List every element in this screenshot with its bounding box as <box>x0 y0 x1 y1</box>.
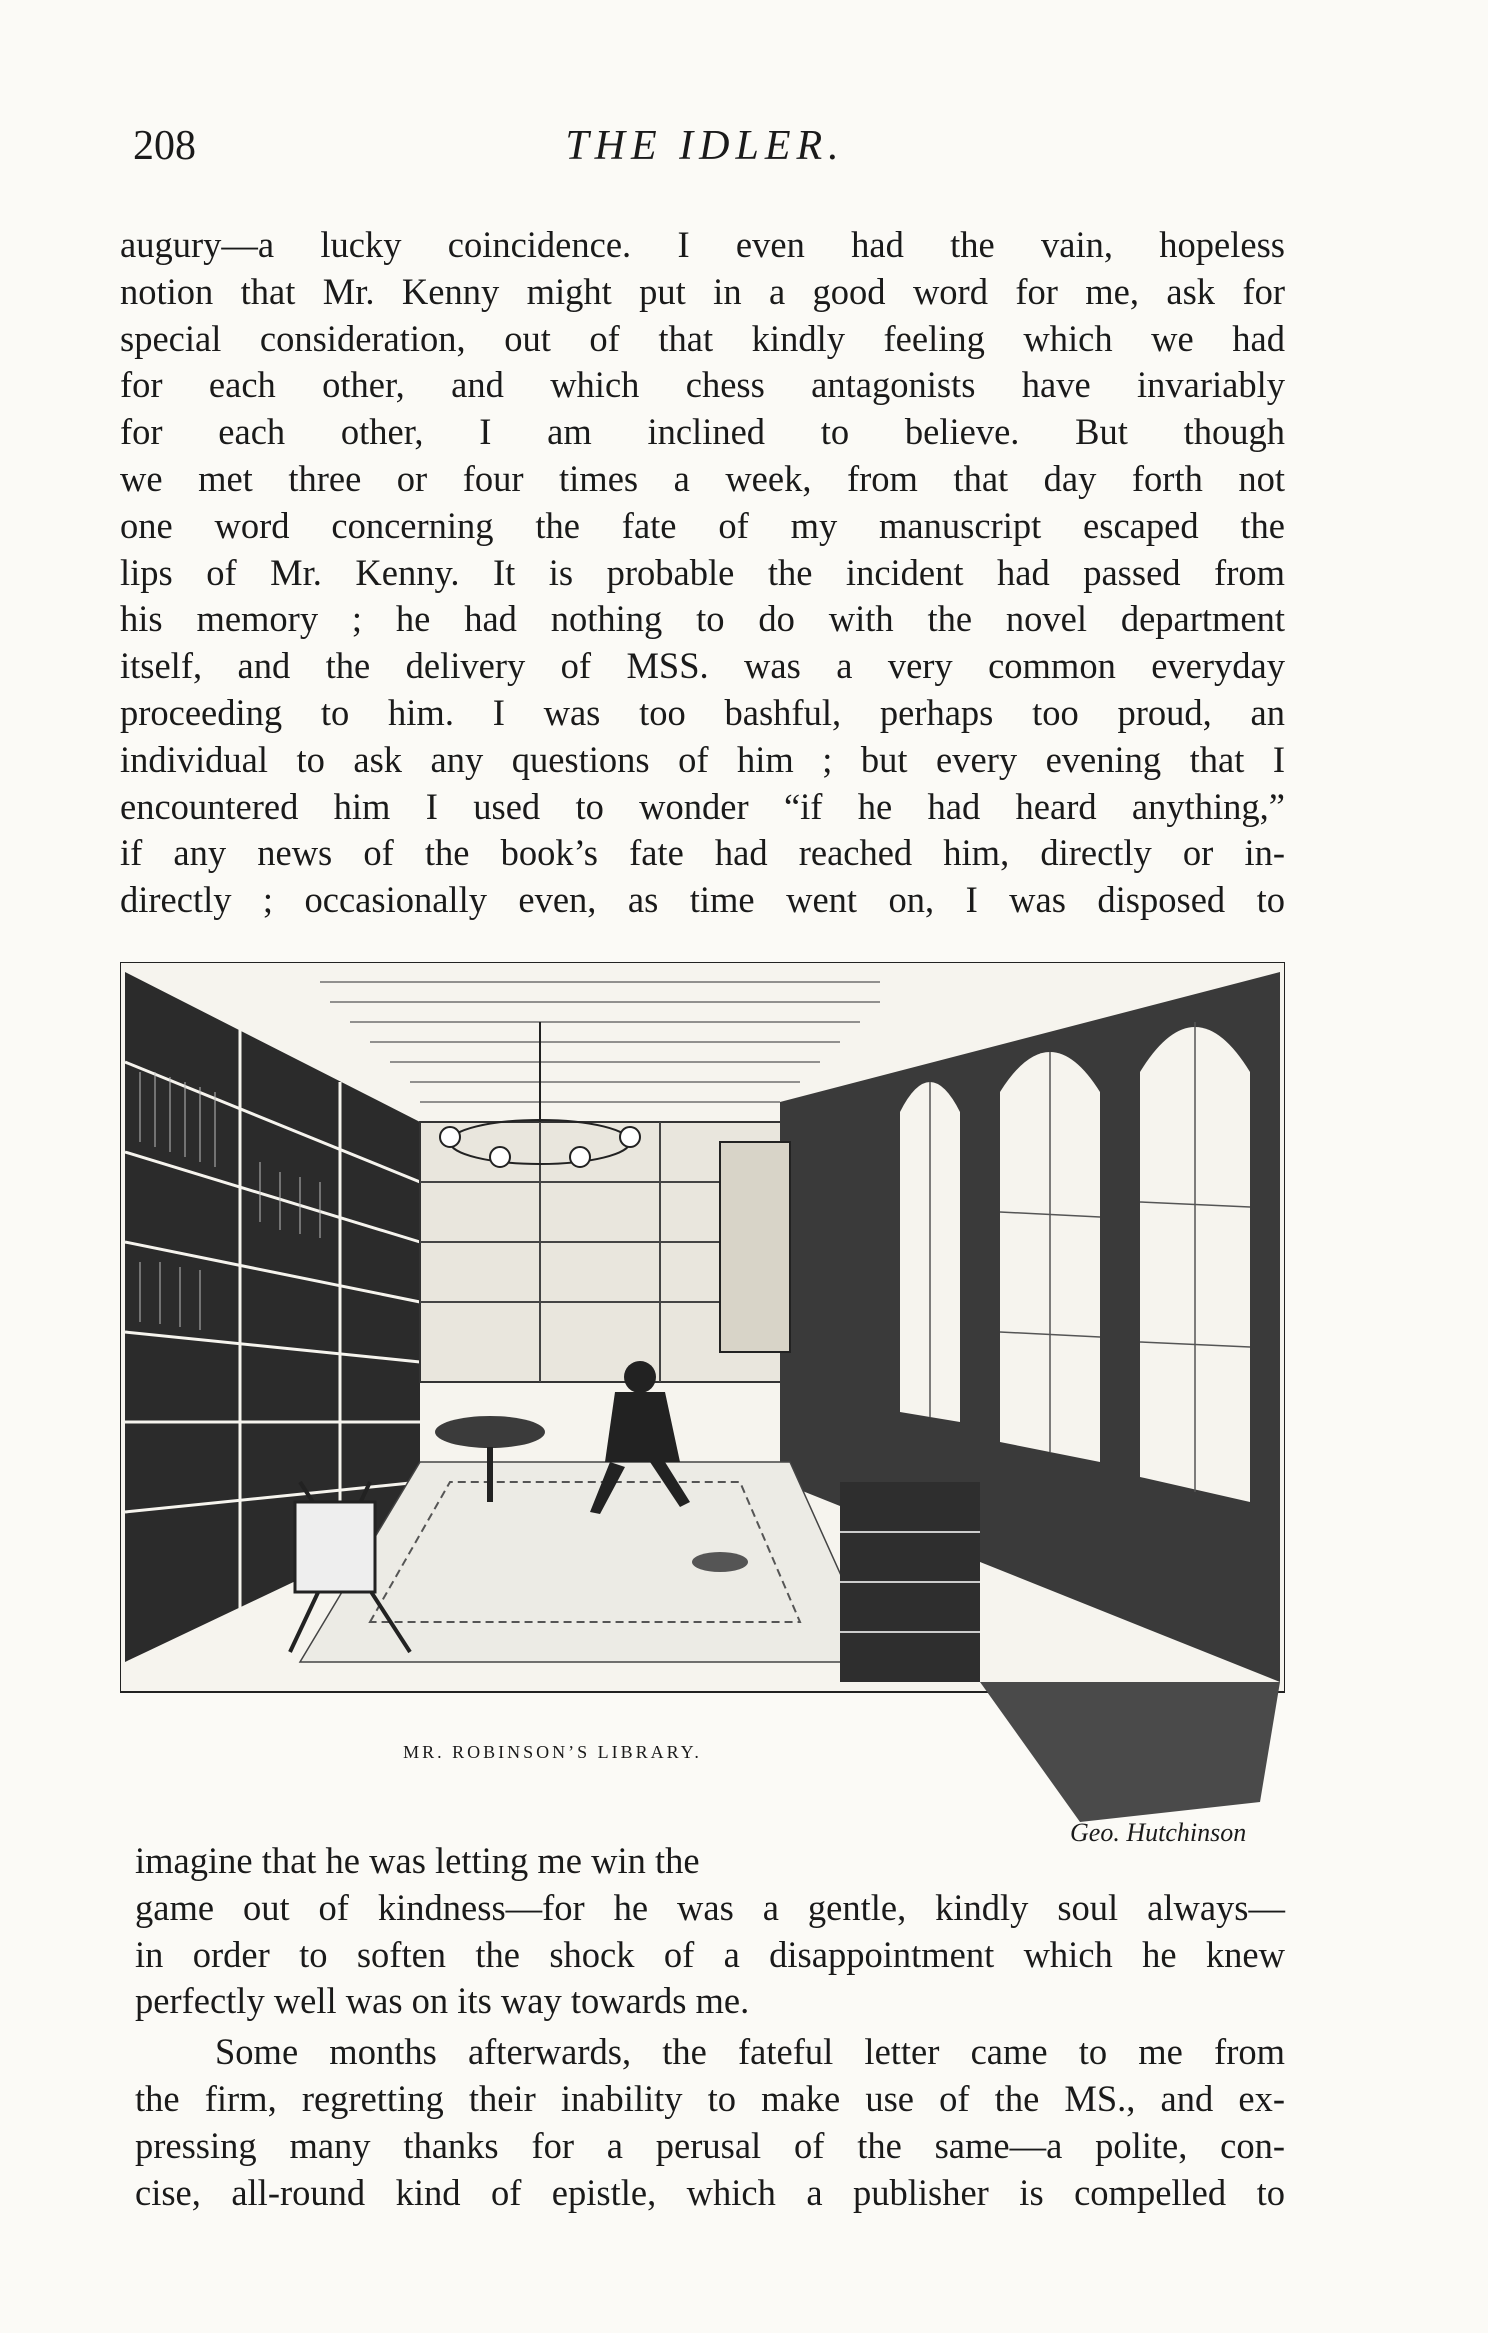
caption-text: MR. ROBINSON’S LIBRARY. <box>403 1742 702 1762</box>
text-line: for each other, I am inclined to believe. But though <box>120 411 1285 453</box>
text-line: if any news of the book’s fate had reached him, directly or in- <box>120 832 1285 874</box>
text-line: individual to ask any questions of him ; but every evening that I <box>120 738 1285 780</box>
page-header <box>125 118 1285 178</box>
text-line: directly ; occasionally even, as time went on, I was disposed to <box>120 879 1285 921</box>
text-line: itself, and the delivery of MSS. was a very common everyday <box>120 645 1285 687</box>
text-line: pressing many thanks for a perusal of the same—a polite, con- <box>135 2124 1285 2166</box>
page-number: 208 <box>133 123 196 169</box>
running-title: THE IDLER. <box>565 123 845 169</box>
text-line: imagine that he was letting me win the <box>135 1840 700 1881</box>
text-line: Some months afterwards, the fateful letter came to me from <box>215 2031 1285 2073</box>
text-line: perfectly well was on its way towards me. <box>135 1980 750 2022</box>
text-line: cise, all-round kind of epistle, which a publisher is compelled to <box>135 2171 1285 2213</box>
text-line: in order to soften the shock of a disappointment which he knew <box>135 1933 1285 1975</box>
body-paragraph-top <box>120 222 1285 924</box>
text-line: we met three or four times a week, from that day forth not <box>120 457 1285 499</box>
text-line: encountered him I used to wonder “if he had heard anything,” <box>120 785 1285 827</box>
text-line: the firm, regretting their inability to make use of the MS., and ex- <box>135 2077 1285 2119</box>
text-line: special consideration, out of that kindly feeling which we had <box>120 317 1285 359</box>
library-illustration <box>120 962 1285 1847</box>
text-line: lips of Mr. Kenny. It is probable the incident had passed from <box>120 551 1285 593</box>
text-line: proceeding to him. I was too bashful, perhaps too proud, an <box>120 691 1285 733</box>
library-engraving <box>120 962 1285 1832</box>
artist-signature: Geo. Hutchinson <box>1070 1818 1247 1847</box>
text-line: one word concerning the fate of my manuscript escaped the <box>120 504 1285 546</box>
text-line: for each other, and which chess antagonists have invariably <box>120 364 1285 406</box>
text-line: game out of kindness—for he was a gentle, kindly soul always— <box>135 1886 1285 1928</box>
illustration-caption <box>120 1742 1285 1763</box>
text-line: notion that Mr. Kenny might put in a good word for me, ask for <box>120 270 1285 312</box>
text-line: his memory ; he had nothing to do with the novel department <box>120 598 1285 640</box>
body-paragraph-continuation <box>135 1838 1285 2216</box>
text-line: augury—a lucky coincidence. I even had the vain, hopeless <box>120 224 1285 265</box>
